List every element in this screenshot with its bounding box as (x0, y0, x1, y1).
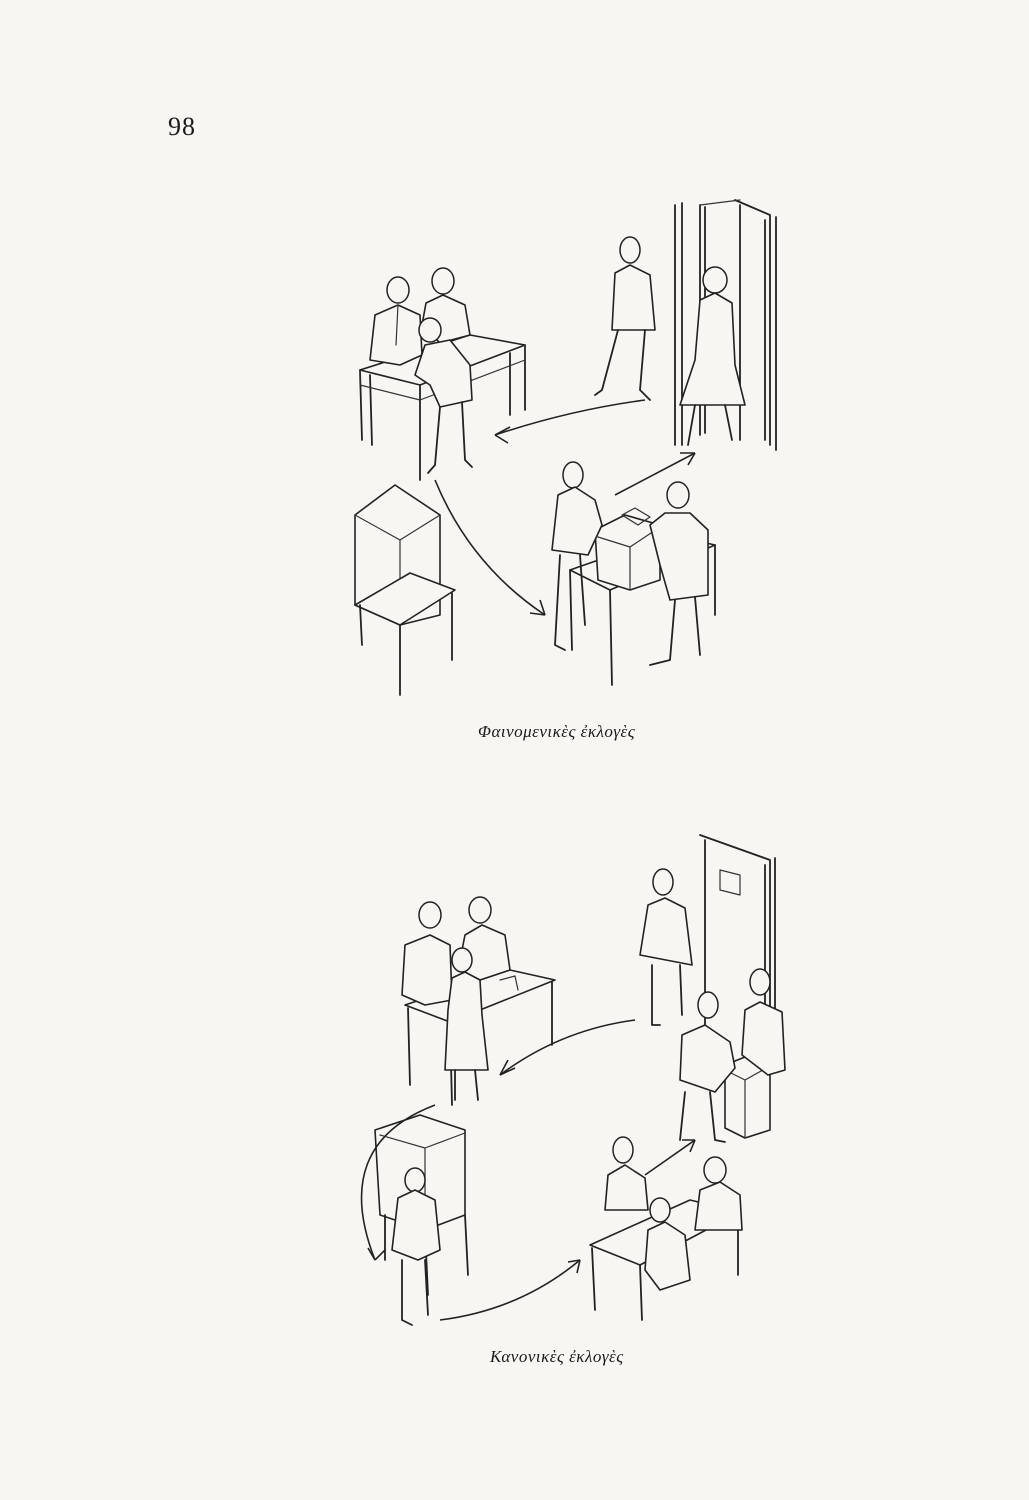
illustration-regular-elections (330, 830, 795, 1330)
illustration-regular-elections-drawing (330, 830, 795, 1330)
registrar-left (402, 902, 452, 1005)
voting-booth (355, 485, 455, 695)
woman-at-door (680, 267, 745, 445)
control-official-right (695, 1157, 742, 1230)
figure-caption-top: Φαινομενικὲς ἐκλογὲς (478, 722, 636, 741)
control-official-left (605, 1137, 648, 1210)
ballot-official (552, 462, 602, 650)
figure-caption-bottom: Κανονικὲς ἐκλογὲς (490, 1347, 624, 1366)
illustration-apparent-elections (340, 195, 790, 700)
ballot-official (742, 969, 785, 1075)
page-number: 98 (168, 112, 196, 141)
illustration-apparent-elections-drawing (340, 195, 790, 700)
man-entering (640, 869, 692, 1025)
official-left (370, 277, 422, 365)
man-walking (595, 237, 655, 400)
